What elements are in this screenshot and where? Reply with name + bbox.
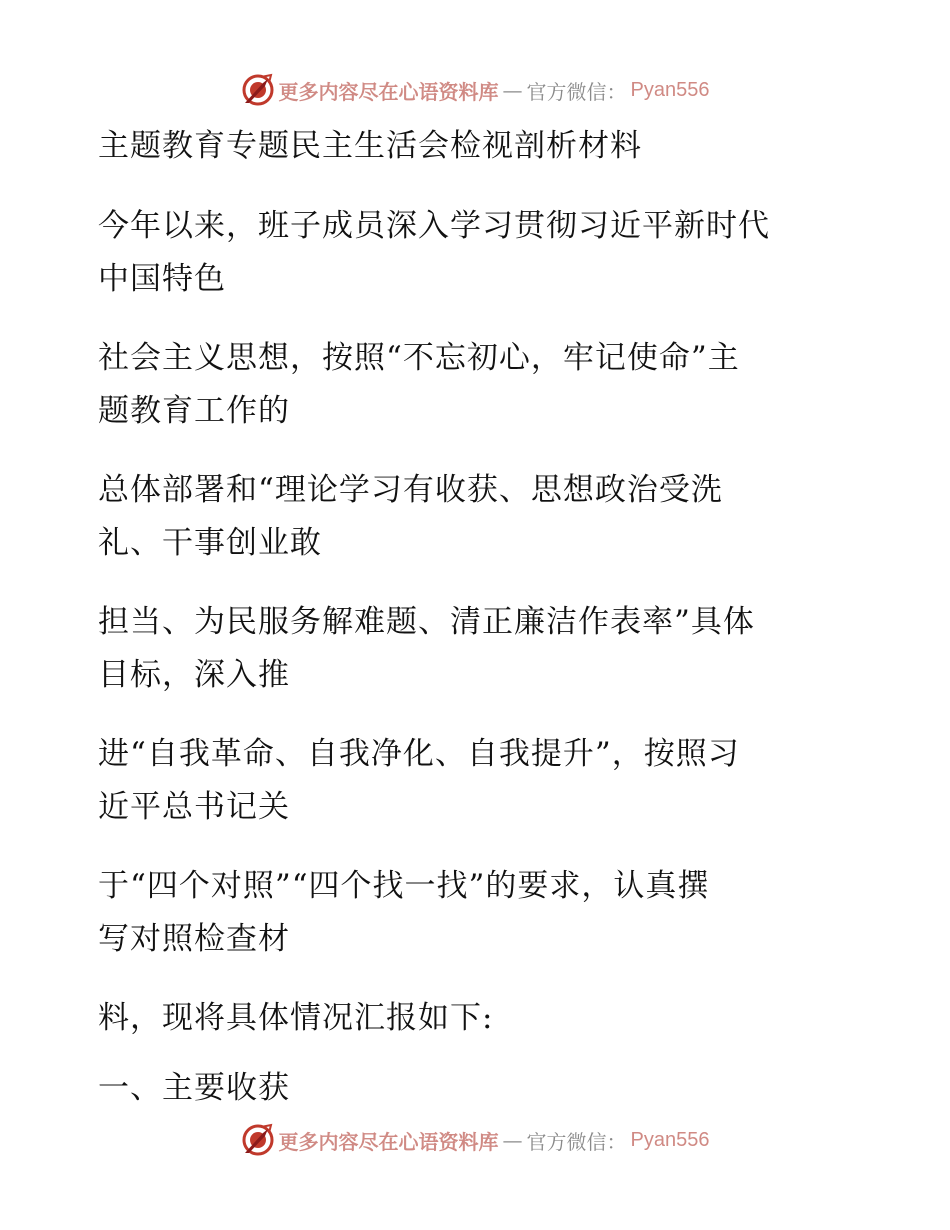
paragraph-line: 写对照检查材 — [98, 921, 290, 957]
watermark-wechat-id: Pyan556 — [630, 78, 710, 101]
watermark-separator: — — [502, 78, 523, 102]
watermark-wechat-label: 官方微信： — [526, 1129, 627, 1154]
paragraph-line: 题教育工作的 — [98, 393, 290, 429]
watermark-banner — [241, 1123, 710, 1157]
quill-logo-icon — [241, 73, 275, 107]
paragraph-line: 近平总书记关 — [98, 789, 290, 825]
header-watermark — [0, 70, 950, 110]
paragraph-line: 于“四个对照”“四个找一找”的要求，认真撰 — [98, 868, 710, 904]
footer-watermark — [0, 1120, 950, 1160]
paragraph-line: 中国特色 — [98, 261, 226, 297]
section-heading: 一、主要收获 — [98, 1070, 290, 1106]
quill-logo-icon — [241, 1123, 275, 1157]
paragraph-line: 总体部署和“理论学习有收获、思想政治受洗 — [98, 472, 723, 508]
document-title: 主题教育专题民主生活会检视剖析材料 — [98, 128, 642, 164]
watermark-site-text: 更多内容尽在心语资料库 — [278, 1129, 499, 1154]
paragraph-line: 社会主义思想，按照“不忘初心，牢记使命”主 — [98, 340, 740, 376]
paragraph-line: 担当、为民服务解难题、清正廉洁作表率”具体 — [98, 604, 755, 640]
paragraph-line: 进“自我革命、自我净化、自我提升”，按照习 — [98, 736, 740, 772]
watermark-separator: — — [502, 1128, 523, 1152]
watermark-wechat-id: Pyan556 — [630, 1128, 710, 1151]
watermark-wechat-label: 官方微信： — [526, 79, 627, 104]
paragraph-line: 料，现将具体情况汇报如下: — [98, 1000, 494, 1036]
watermark-banner — [241, 73, 710, 107]
paragraph-line: 目标，深入推 — [98, 657, 290, 693]
paragraph-line: 礼、干事创业敢 — [98, 525, 322, 561]
paragraph-line: 今年以来，班子成员深入学习贯彻习近平新时代 — [98, 208, 770, 244]
watermark-site-text: 更多内容尽在心语资料库 — [278, 79, 499, 104]
